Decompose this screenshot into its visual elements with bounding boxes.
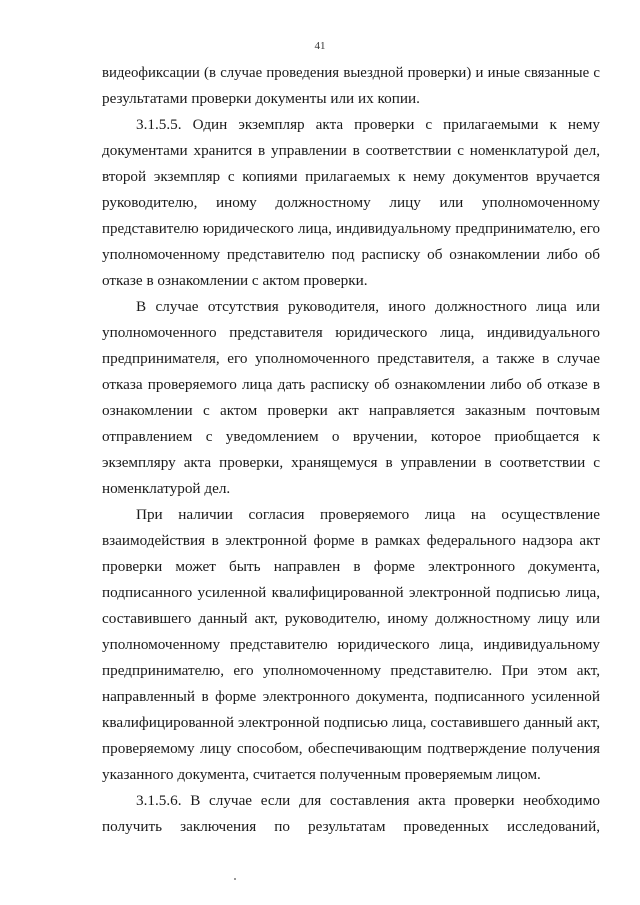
paragraph-1-line-1: видеофиксации (в случае проведения выездной проверки) и иные связанные с [102,65,600,81]
paragraph-2-line-4: руководителю, иному должностному лицу или уполномоченному [102,194,600,211]
paragraph-3-line-8: номенклатурой дел. [102,480,231,497]
paragraph-4-line-5: составившего данный акт, руководителю, иному должностному лицу или [102,610,600,627]
paragraph-3-line-2: уполномоченного представителя юридического лица, индивидуального [102,324,600,341]
paragraph-3-line-4: отказа проверяемого лица дать расписку об ознакомлении либо об отказе в [102,376,600,393]
paragraph-5-line-2: получить заключения по результатам проведенных исследований, [102,818,600,835]
paragraph-2-line-5: представителю юридического лица, индивидуальному предпринимателю, его [102,221,600,237]
paragraph-3-line-6: отправлением с уведомлением о вручении, которое приобщается к [102,428,600,445]
paragraph-4-line-7: предпринимателю, его уполномоченному представителю. При этом акт, [102,662,600,679]
paragraph-2-line-7: отказе в ознакомлении с актом проверки. [102,272,368,289]
paragraph-4-line-10: проверяемому лицу способом, обеспечивающим подтверждение получения [102,740,600,757]
paragraph-3-line-3: предпринимателя, его уполномоченного представителя, а также в случае [102,350,600,367]
paragraph-4-line-1: При наличии согласия проверяемого лица на осуществление [136,506,600,523]
paragraph-4-line-2: взаимодействия в электронной форме в рамках федерального надзора акт [102,532,600,549]
paragraph-2-line-2: документами хранится в управлении в соответствии с номенклатурой дел, [102,142,600,159]
paragraph-4-line-8: направленный в форме электронного документа, подписанного усиленной [102,688,600,705]
paragraph-5-line-1: 3.1.5.6. В случае если для составления акта проверки необходимо [136,792,600,809]
paragraph-2-line-3: второй экземпляр с копиями прилагаемых к нему документов вручается [102,168,600,185]
paragraph-4-line-11: указанного документа, считается полученным проверяемым лицом. [102,766,541,783]
paragraph-2-line-6: уполномоченному представителю под расписку об ознакомлении либо об [102,246,600,263]
paragraph-3-line-5: ознакомлении с актом проверки акт направляется заказным почтовым [102,402,600,419]
scan-speck [234,878,236,880]
paragraph-3-line-7: экземпляру акта проверки, хранящемуся в управлении в соответствии с [102,454,600,471]
paragraph-4-line-6: уполномоченному представителю юридического лица, индивидуальному [102,636,600,653]
paragraph-4-line-9: квалифицированной электронной подписью лица, составившего данный акт, [102,714,600,731]
page-number: 41 [314,40,326,52]
paragraph-2-line-1: 3.1.5.5. Один экземпляр акта проверки с прилагаемыми к нему [136,116,600,133]
paragraph-4-line-4: подписанного усиленной квалифицированной электронной подписью лица, [102,584,600,601]
paragraph-4-line-3: проверки может быть направлен в форме электронного документа, [102,558,600,575]
paragraph-3-line-1: В случае отсутствия руководителя, иного должностного лица или [136,298,600,315]
paragraph-1-line-2: результатами проверки документы или их копии. [102,90,420,107]
